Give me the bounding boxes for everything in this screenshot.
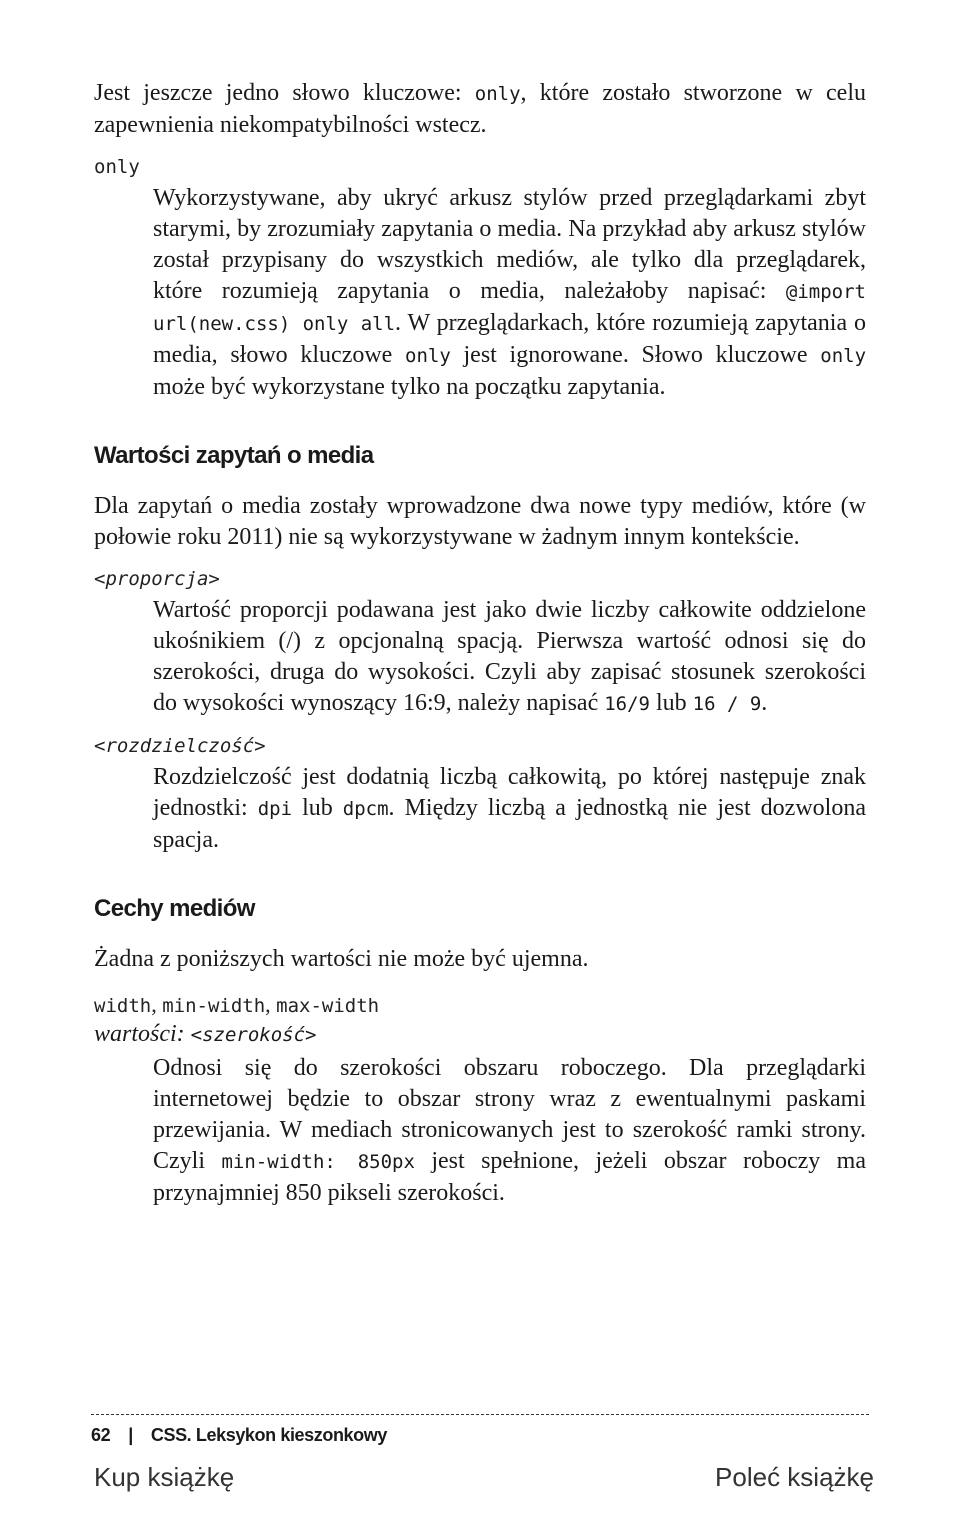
- inline-code: dpi: [257, 798, 293, 820]
- section2-paragraph: Żadna z poniższych wartości nie może być ujemna.: [94, 946, 589, 972]
- page-number: 62: [91, 1425, 111, 1445]
- definition-proporcja: [153, 595, 866, 720]
- intro-paragraph: [94, 78, 866, 141]
- footer-divider: [91, 1414, 869, 1415]
- intro-text: , które zostało stworzone w celu zapewnienia niekompatybilności wstecz.: [94, 80, 867, 138]
- def-text: lub: [292, 795, 343, 821]
- definition-only: [153, 183, 866, 403]
- def-text: jest ignorowane. Słowo kluczowe: [450, 342, 821, 368]
- inline-code: 16 / 9: [692, 693, 762, 715]
- def-text: może być wykorzystane tylko na początku zapytania.: [153, 374, 666, 400]
- page-footer: [91, 1414, 869, 1446]
- section1-paragraph: Dla zapytań o media zostały wprowadzone dwa nowe typy mediów, które (w połowie roku 2011) nie są wykorzystywane w żadnym innym kontekście.: [94, 493, 866, 550]
- def-text: Odnosi się do szerokości obszaru roboczego. Dla przeglądarki internetowej będzie to obszar strony wraz z ewentualnymi paskami przewijania. W mediach stronicowanych jest to szerokość ramki strony. Czyli: [153, 1055, 866, 1174]
- intro-text: Jest jeszcze jedno słowo kluczowe:: [94, 80, 475, 106]
- term-only: only: [94, 156, 140, 178]
- def-text: Wartość proporcji podawana jest jako dwie liczby całkowite oddzielone ukośnikiem (/) z opcjonalną spacją. Pierwsza wartość odnosi się do szerokości, druga do wysokości. Czyli aby zapisać stosunek szerokości do wysokości wynoszący 16:9, należy napisać: [153, 597, 866, 716]
- term-separator: ,: [151, 992, 163, 1017]
- footer-separator: |: [128, 1425, 133, 1445]
- definition-rozdzielczosc: [153, 762, 866, 856]
- inline-code: @import url(new.css) only all: [153, 281, 866, 335]
- section-heading-media-query-values: Wartości zapytań o media: [94, 442, 374, 469]
- section-heading-media-features: Cechy mediów: [94, 895, 255, 922]
- book-title: CSS. Leksykon kieszonkowy: [150, 1425, 387, 1445]
- def-text: .: [761, 690, 768, 716]
- values-line: [94, 1020, 866, 1049]
- def-text: Rozdzielczość jest dodatnią liczbą całkowitą, po której następuje znak jednostki:: [153, 764, 866, 821]
- term-separator: ,: [265, 992, 277, 1017]
- def-text: lub: [649, 690, 693, 716]
- def-text: . W przeglądarkach, które rozumieją zapytania o media, słowo kluczowe: [153, 310, 867, 368]
- inline-code: dpcm: [342, 798, 389, 820]
- term-rozdzielczosc: <rozdzielczość>: [94, 735, 266, 757]
- def-text: . Między liczbą a jednostką nie jest dozwolona spacja.: [153, 795, 866, 853]
- buy-book-link[interactable]: Kup książkę: [94, 1462, 235, 1492]
- values-label: wartości:: [94, 1021, 185, 1047]
- inline-code: only: [405, 345, 451, 367]
- values-code: <szerokość>: [190, 1024, 317, 1046]
- inline-code: only: [820, 345, 867, 367]
- term-code: max-width: [276, 995, 380, 1017]
- inline-code: only: [474, 83, 521, 105]
- term-proporcja: <proporcja>: [94, 568, 220, 590]
- term-width: [94, 991, 866, 1020]
- inline-code: 16/9: [604, 693, 650, 715]
- page-content: [94, 78, 866, 1209]
- term-code: min-width: [162, 995, 266, 1017]
- footer-text: [91, 1425, 869, 1446]
- def-text: Wykorzystywane, aby ukryć arkusz stylów przed przeglądarkami zbyt starymi, by zrozumiały zapytania o media. Na przykład aby arkusz stylów został przypisany do wszystkich mediów, ale tylko dla przeglądarek, które rozumieją zapytania o media, należałoby napisać:: [153, 185, 866, 304]
- term-code: width: [94, 995, 152, 1017]
- def-text: jest spełnione, jeżeli obszar roboczy ma przynajmniej 850 pikseli szerokości.: [153, 1148, 866, 1206]
- definition-width: [153, 1053, 866, 1209]
- inline-code: min-width: 850px: [221, 1151, 415, 1173]
- recommend-book-link[interactable]: Poleć książkę: [715, 1462, 874, 1492]
